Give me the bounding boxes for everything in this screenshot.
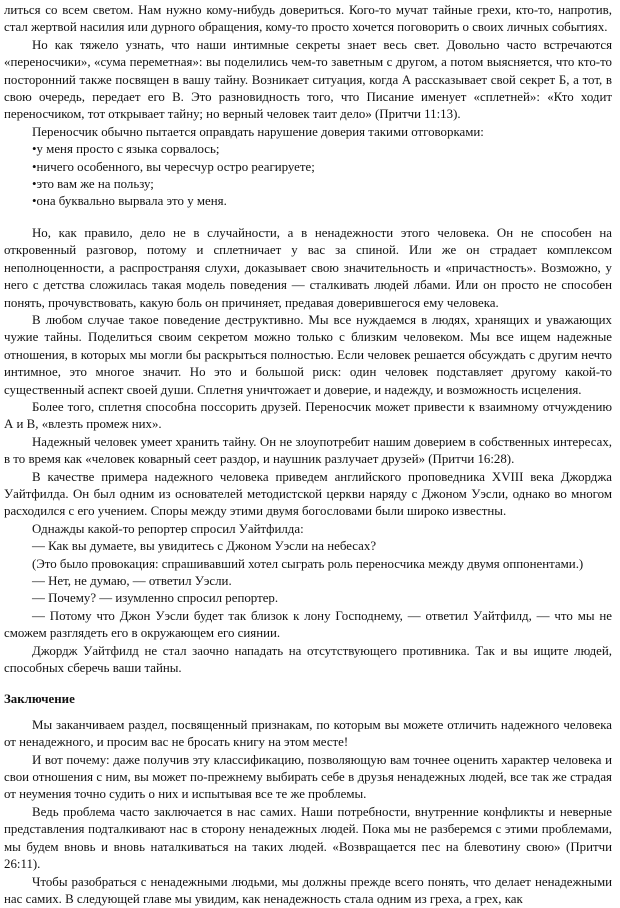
bullet-item: •это вам же на пользу; <box>4 176 612 193</box>
paragraph-conclusion: Чтобы разобраться с ненадежными людьми, мы должны прежде всего понять, что делает ненадежными нас самих. В следующей главе мы увидим, как ненадежность стала одним из греха, а грех, как <box>4 874 612 908</box>
paragraph-gap <box>4 211 612 225</box>
paragraph-conclusion: И вот почему: даже получив эту классификацию, позволяющую вам точнее оценить характер человека и свои отношения с ним, вы может по-прежнему выбирать себе в друзья ненадежных людей, все так же страдая от неумения точно судить о них и испытывая все те же проблемы. <box>4 752 612 804</box>
dialogue-line: — Почему? — изумленно спросил репортер. <box>4 590 612 607</box>
paragraph-conclusion: Мы заканчиваем раздел, посвященный признакам, по которым вы можете отличить надежного человека от ненадежного, и просим вас не бросать книгу на этом месте! <box>4 717 612 752</box>
paragraph-body: Но, как правило, дело не в случайности, а в ненадежности этого человека. Он не способен на откровенный разговор, потому и сплетничает у вас за спиной. Или же он страдает комплексом неполноценности, а распространяя слухи, доказывает свою значительность и «причастность». Возможно, у него с детства сложилась такая модель поведения — сталкивать людей лбами. Или он просто не способен понять, прочувствовать, какую боль он причиняет, предавая доверившегося ему человека. <box>4 225 612 312</box>
paragraph-body: Однажды какой-то репортер спросил Уайтфилда: <box>4 521 612 538</box>
paragraph-excuses-intro: Переносчик обычно пытается оправдать нарушение доверия такими отговорками: <box>4 124 612 141</box>
paragraph-body: (Это было провокация: спрашивавший хотел сыграть роль переносчика между двумя оппонентами.) <box>4 556 612 573</box>
paragraph-continuation: литься со всем светом. Нам нужно кому-нибудь довериться. Кого-то мучат тайные грехи, кто-то, напротив, стал жертвой насилия или дурного обращения, кому-то просто хочется поговорить о своих личных событиях. <box>4 2 612 37</box>
paragraph-body: В любом случае такое поведение деструктивно. Мы все нуждаемся в людях, хранящих и уважающих чужие тайны. Поделиться своим секретом можно только с близким человеком. Мы все ищем надежные отношения, в которых мы могли бы раскрыться полностью. Если человек решается обсуждать с другим нечто интимное, это многое значит. Но это и большой риск: один человек подставляет другому какой-то существенный аспект своей души. Сплетня уничтожает и доверие, и надежду, и возможность исцеления. <box>4 312 612 399</box>
paragraph-conclusion: Ведь проблема часто заключается в нас самих. Наши потребности, внутренние конфликты и неверные представления подталкивают нас в сторону ненадежных людей. Пока мы не разберемся с этими проблемами, мы будем вновь и вновь наталкиваться на таких людей. «Возвращается пес на блевотину свою» (Притчи 26:11). <box>4 804 612 874</box>
paragraph-body: В качестве примера надежного человека приведем английского проповедника XVIII века Джорджа Уайтфилда. Он был одним из основателей методистской церкви наряду с Джоном Уэсли, однако во многом расходился с его учением. Споры между этими двумя богословами были широко известны. <box>4 469 612 521</box>
bullet-item: •ничего особенного, вы чересчур остро реагируете; <box>4 159 612 176</box>
bullet-item: •она буквально вырвала это у меня. <box>4 193 612 210</box>
paragraph-body: Надежный человек умеет хранить тайну. Он не злоупотребит нашим доверием в собственных интересах, в то время как «человек коварный сеет раздор, и наушник разлучает друзей» (Притчи 16:28). <box>4 434 612 469</box>
dialogue-line: — Потому что Джон Уэсли будет так близок к лону Господнему, — ответил Уайтфилд, — что мы не сможем разглядеть его в окружающем его сиянии. <box>4 608 612 643</box>
dialogue-line: — Как вы думаете, вы увидитесь с Джоном Уэсли на небесах? <box>4 538 612 555</box>
paragraph-gossip-intro: Но как тяжело узнать, что наши интимные секреты знает весь свет. Довольно часто встречаются «переносчики», «сума переметная»: вы поделились чем-то заветным с другом, а потом выясняется, что кто-то посторонний также посвящен в вашу тайну. Возникает ситуация, когда А рассказывает свой секрет Б, а тот, в свою очередь, передает его В. Это разновидность того, что Писание именует «сплетней»: «Кто ходит переносчиком, тот открывает тайну; но верный человек таит дело» (Притчи 11:13). <box>4 37 612 124</box>
section-heading: Заключение <box>4 691 612 708</box>
paragraph-body: Джордж Уайтфилд не стал заочно нападать на отсутствующего противника. Так и вы ищите людей, способных сберечь ваши тайны. <box>4 643 612 678</box>
dialogue-line: — Нет, не думаю, — ответил Уэсли. <box>4 573 612 590</box>
paragraph-body: Более того, сплетня способна поссорить друзей. Переносчик может привести к взаимному отчуждению А и В, «влезть промеж них». <box>4 399 612 434</box>
bullet-item: •у меня просто с языка сорвалось; <box>4 141 612 158</box>
